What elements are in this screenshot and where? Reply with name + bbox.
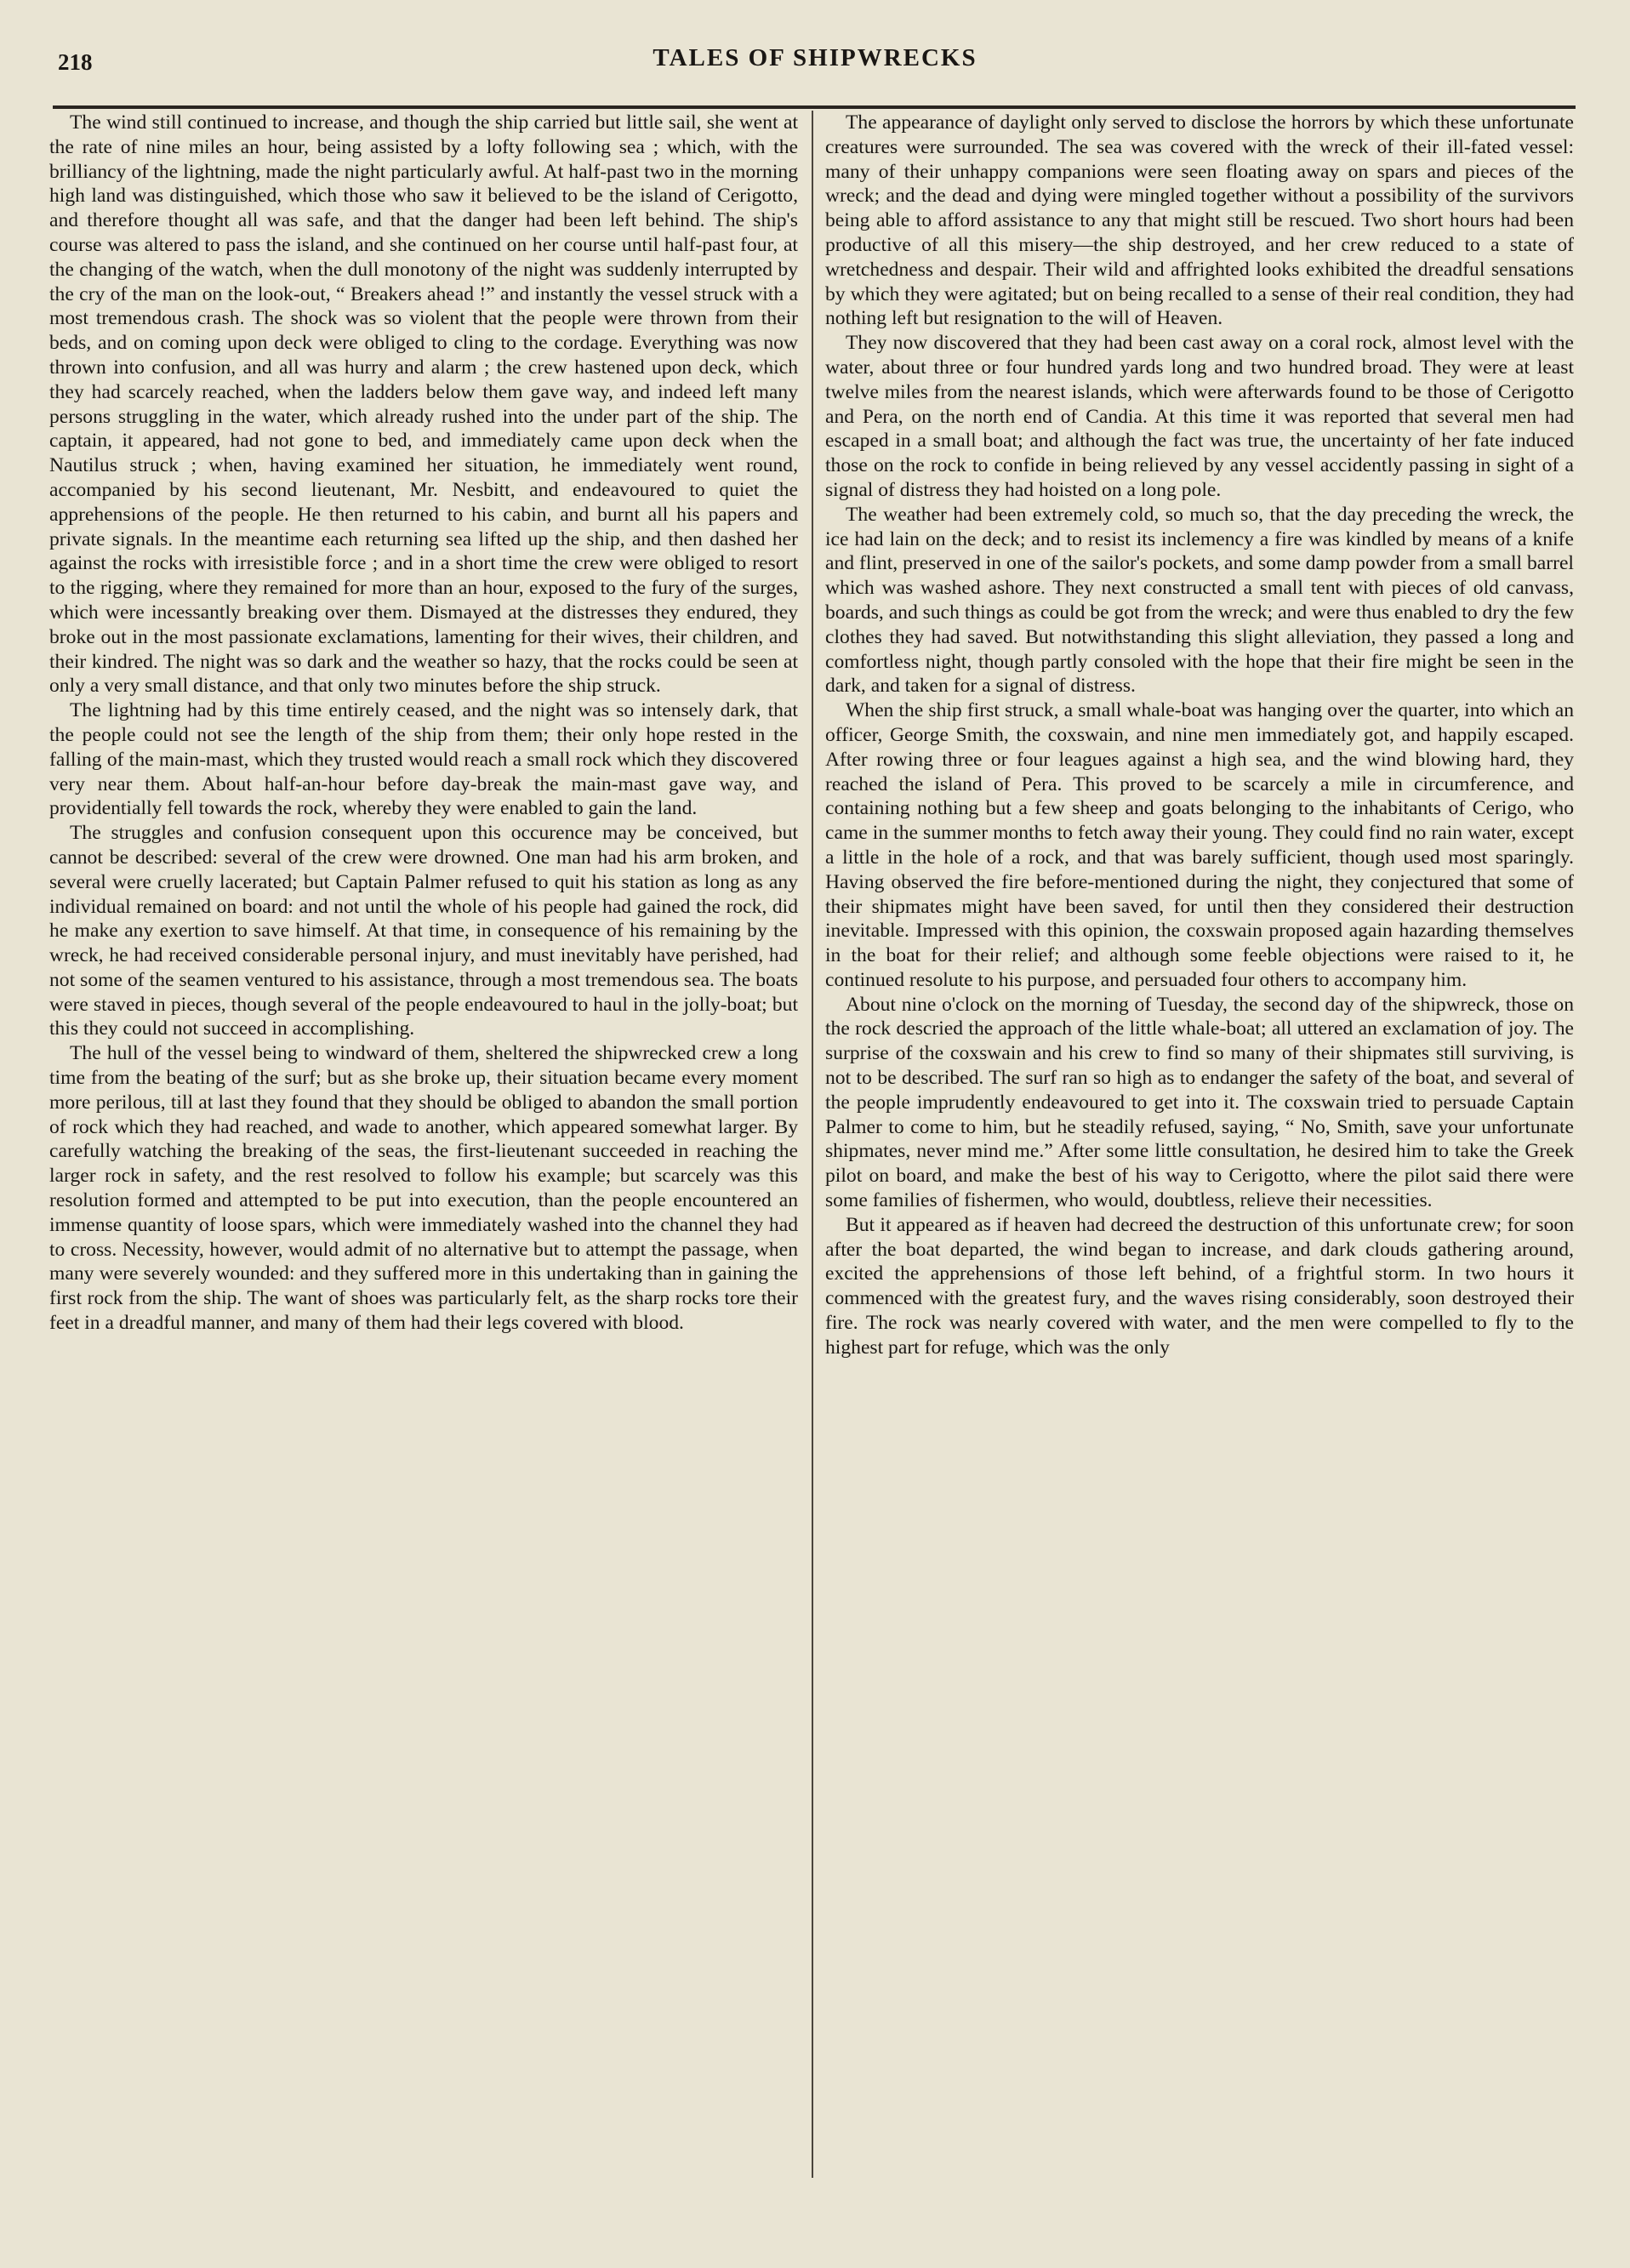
paragraph: They now discovered that they had been cast away on a coral rock, almost level with the water, about three or four hundred yards long and two hundred broad. They were at least twelve miles from the nearest islands, which were afterwards found to be those of Cerigotto and Pera, on the north end of Candia. At this time it was reported that several men had escaped in a small boat; and although the fact was true, the uncertainty of her fate induced those on the rock to confide in being relieved by any vessel accidently passing in sight of a signal of distress they had hoisted on a long pole. <box>825 332 1574 501</box>
paragraph: About nine o'clock on the morning of Tuesday, the second day of the shipwreck, those on the rock descried the approach of the little whale-boat; all uttered an exclamation of joy. The surprise of the coxswain and his crew to find so many of their shipmates still surviving, is not to be described. The surf ran so high as to endanger the safety of the boat, and several of the people imprudently endeavoured to get into it. The coxswain tried to persuade Captain Palmer to come to him, but he steadily refused, saying, “ No, Smith, save your unfortunate shipmates, never mind me.” After some little consultation, he desired him to take the Greek pilot on board, and make the best of his way to Cerigotto, where the pilot said there were some families of fishermen, who would, doubtless, relieve their necessities. <box>825 993 1574 1212</box>
paragraph: The appearance of daylight only served to disclose the horrors by which these unfortunate creatures were surrounded. The sea was covered with the wreck of their ill-fated vessel: many of their unhappy companions were seen floating away on spars and pieces of the wreck; and the dead and dying were mingled together without a possibility of the survivors being able to afford assistance to any that might still be rescued. Two short hours had been productive of all this misery—the ship destroyed, and her crew reduced to a state of wretchedness and despair. Their wild and affrighted looks exhibited the dreadful sensations by which they were agitated; but on being recalled to a sense of their real condition, they had nothing left but resignation to the will of Heaven. <box>825 111 1574 330</box>
paragraph: The wind still continued to increase, and though the ship carried but little sail, she went at the rate of nine miles an hour, being assisted by a lofty following sea ; which, with the brilliancy of the lightning, made the night particularly awful. At half-past two in the morning high land was distinguished, which those who saw it believed to be the island of Cerigotto, and therefore thought all was safe, and that the danger had been left behind. The ship's course was altered to pass the island, and she continued on her course until half-past four, at the changing of the watch, when the dull monotony of the night was suddenly interrupted by the cry of the man on the look-out, “ Breakers ahead !” and instantly the vessel struck with a most tremendous crash. The shock was so violent that the people were thrown from their beds, and on coming upon deck were obliged to cling to the cordage. Everything was now thrown into confusion, and all was hurry and alarm ; the crew hastened upon deck, which they had scarcely reached, when the ladders below them gave way, and indeed left many persons struggling in the water, which already rushed into the under part of the ship. The captain, it appeared, had not gone to bed, and immediately came upon deck when the Nautilus struck ; when, having examined her situation, he immediately went round, accompanied by his second lieutenant, Mr. Nesbitt, and endeavoured to quiet the apprehensions of the people. He then returned to his cabin, and burnt all his papers and private signals. In the meantime each returning sea lifted up the ship, and then dashed her against the rocks with irresistible force ; and in a short time the crew were obliged to resort to the rigging, where they remained for more than an hour, exposed to the fury of the surges, which were incessantly breaking over them. Dismayed at the distresses they endured, they broke out in the most passionate exclamations, lamenting for their wives, their children, and their kindred. The night was so dark and the weather so hazy, that the rocks could be seen at only a very small distance, and that only two minutes before the ship struck. <box>49 111 798 698</box>
page-number: 218 <box>58 49 93 75</box>
paragraph: The weather had been extremely cold, so much so, that the day preceding the wreck, the ice had lain on the deck; and to resist its inclemency a fire was kindled by means of a knife and flint, preserved in one of the sailor's pockets, and some damp powder from a small barrel which was washed ashore. They next constructed a small tent with pieces of old canvass, boards, and such things as could be got from the wreck; and were thus enabled to dry the few clothes they had saved. But notwithstanding this slight alleviation, they passed a long and comfortless night, though partly consoled with the hope that their fire might be seen in the dark, and taken for a signal of distress. <box>825 503 1574 698</box>
header-rule <box>53 105 1576 109</box>
paragraph: The hull of the vessel being to windward of them, sheltered the shipwrecked crew a long time from the beating of the surf; but as she broke up, their situation became every moment more perilous, till at last they found that they should be obliged to abandon the small portion of rock which they had reached, and wade to another, which appeared somewhat larger. By carefully watching the breaking of the seas, the first-lieutenant succeeded in reaching the larger rock in safety, and the rest resolved to follow his example; but scarcely was this resolution formed and attempted to be put into execution, than the people encountered an immense quantity of loose spars, which were immediately washed into the channel they had to cross. Necessity, however, would admit of no alternative but to attempt the passage, when many were severely wounded: and they suffered more in this undertaking than in gaining the first rock from the ship. The want of shoes was particularly felt, as the sharp rocks tore their feet in a dreadful manner, and many of them had their legs covered with blood. <box>49 1042 798 1335</box>
right-column <box>825 111 1574 1360</box>
left-column <box>49 111 798 1336</box>
paragraph: The lightning had by this time entirely ceased, and the night was so intensely dark, that the people could not see the length of the ship from them; their only hope rested in the falling of the main-mast, which they trusted would reach a small rock which they discovered very near them. About half-an-hour before day-break the main-mast gave way, and providentially fell towards the rock, whereby they were enabled to gain the land. <box>49 699 798 820</box>
paragraph: When the ship first struck, a small whale-boat was hanging over the quarter, into which an officer, George Smith, the coxswain, and nine men immediately got, and happily escaped. After rowing three or four leagues against a high sea, and the wind blowing hard, they reached the island of Pera. This proved to be scarcely a mile in circumference, and containing nothing but a few sheep and goats belonging to the inhabitants of Cerigo, who came in the summer months to fetch away their young. They could find no rain water, except a little in the hole of a rock, and that was barely sufficient, though used most sparingly. Having observed the fire before-mentioned during the night, they conjectured that some of their shipmates might have been saved, for until then they considered their destruction inevitable. Impressed with this opinion, the coxswain proposed again hazarding themselves in the boat for their relief; and although some feeble objections were raised to it, he continued resolute to his purpose, and persuaded four others to accompany him. <box>825 699 1574 991</box>
running-head: TALES OF SHIPWRECKS <box>653 44 977 71</box>
paragraph: But it appeared as if heaven had decreed the destruction of this unfortunate crew; for soon after the boat departed, the wind began to increase, and dark clouds gathering around, excited the apprehensions of those left behind, of a frightful storm. In two hours it commenced with the greatest fury, and the waves rising considerably, soon destroyed their fire. The rock was nearly covered with water, and the men were compelled to fly to the highest part for refuge, which was the only <box>825 1213 1574 1359</box>
paragraph: The struggles and confusion consequent upon this occurence may be conceived, but cannot be described: several of the crew were drowned. One man had his arm broken, and several were cruelly lacerated; but Captain Palmer refused to quit his station as long as any individual remained on board: and not until the whole of his people had gained the rock, did he make any exertion to save himself. At that time, in consequence of his remaining by the wreck, he had received considerable personal injury, and must inevitably have perished, had not some of the seamen ventured to his assistance, through a most tremendous sea. The boats were staved in pieces, though several of the people endeavoured to haul in the jolly-boat; but this they could not succeed in accomplishing. <box>49 822 798 1040</box>
column-divider <box>812 111 813 2178</box>
